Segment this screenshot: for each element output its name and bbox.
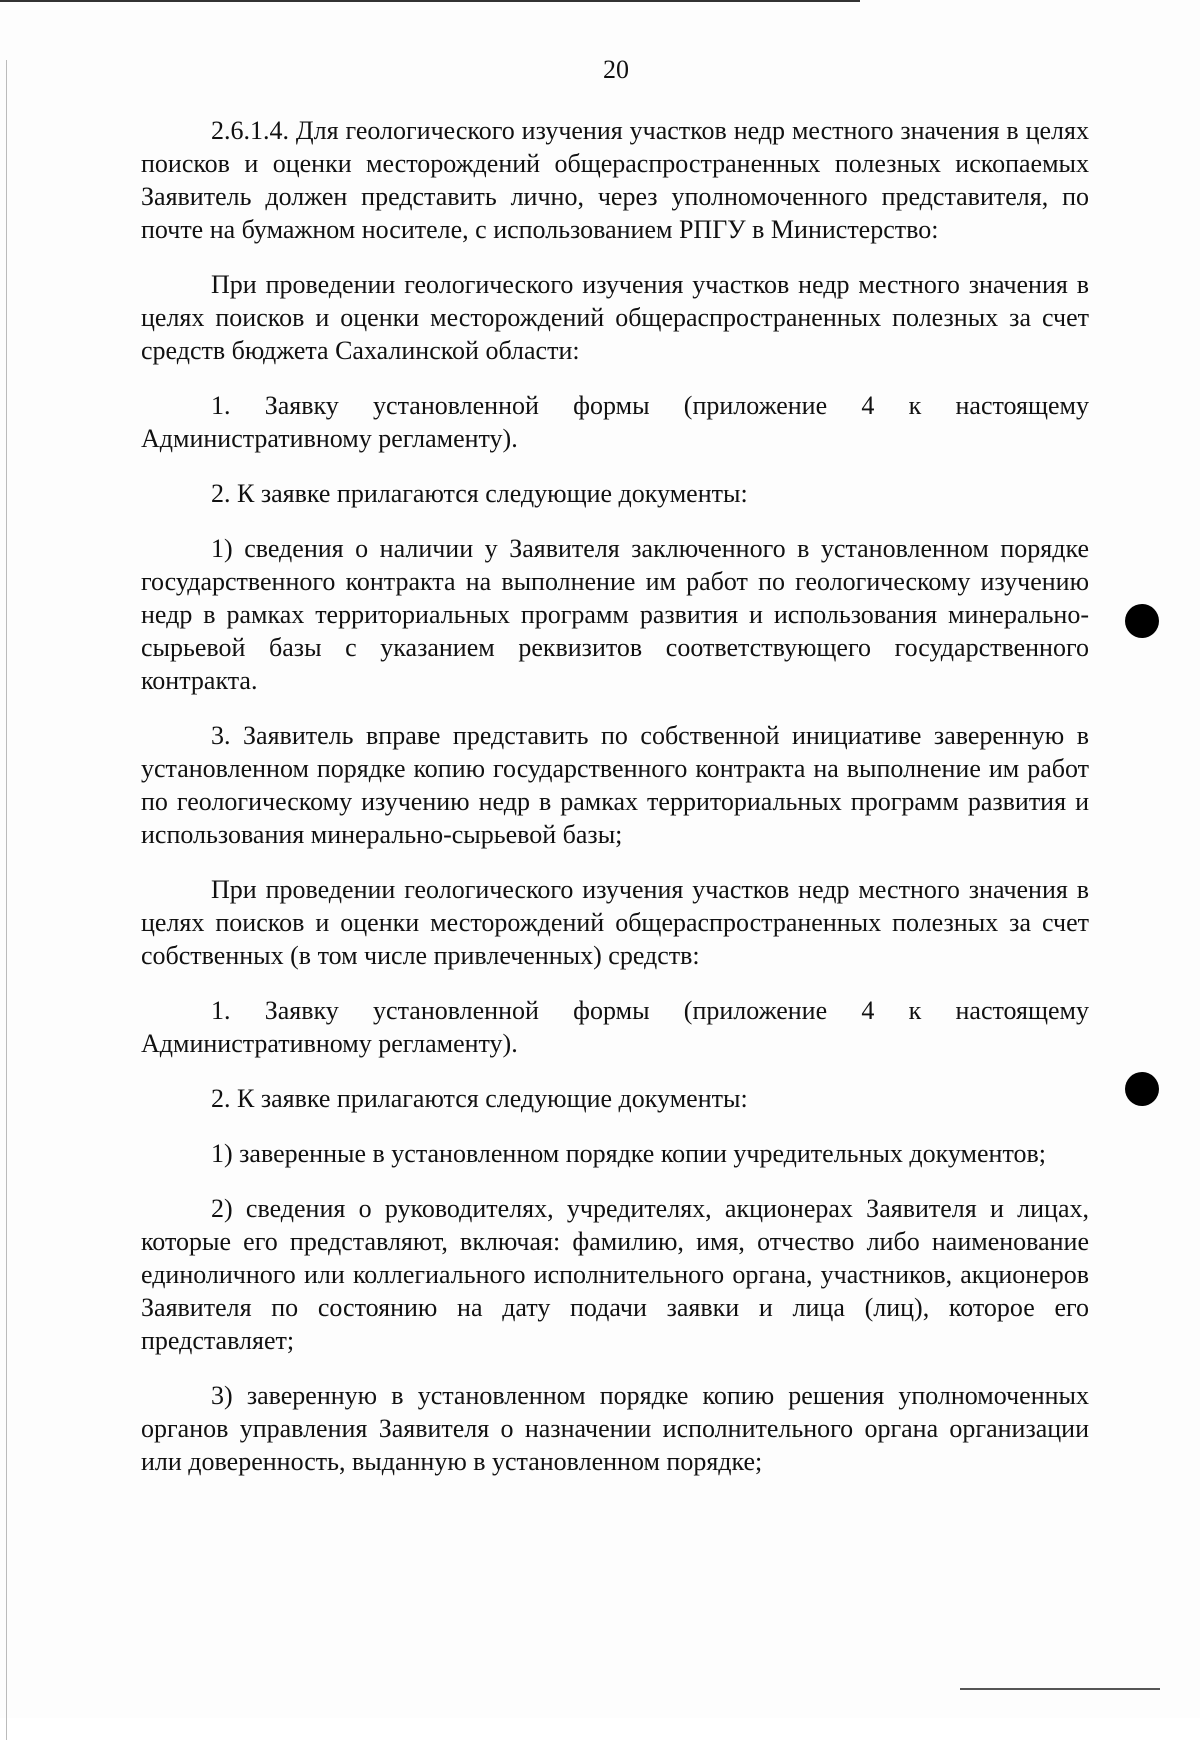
paragraph-budget-funded-intro: При проведении геологического изучения участков недр местного значения в целях поисков и оценки месторождений общераспространенных полезных за счет средств бюджета Сахалинской области:: [141, 270, 1089, 365]
paragraph-2-6-1-4: 2.6.1.4. Для геологического изучения участков недр местного значения в целях поисков и оценки месторождений общераспространенных полезных ископаемых Заявитель должен представить лично, через уполномоченного представителя, по почте на бумажном носителе, с использованием РПГУ в Министерство:: [141, 116, 1089, 244]
paragraph-item-1-application: 1. Заявку установленной формы (приложение 4 к настоящему Административному регламенту).: [141, 391, 1089, 453]
punch-hole-mark: [1125, 604, 1159, 638]
document-body: [141, 114, 1089, 1500]
top-border-line: [0, 0, 860, 2]
paragraph-subitem-2-founders-info: 2) сведения о руководителях, учредителях, акционерах Заявителя и лицах, которые его представляют, включая: фамилию, имя, отчество либо наименование единоличного или коллегиального исполнительного органа, участников, акционеров Заявителя по состоянию на дату подачи заявки и лица (лиц), которое его представляет;: [141, 1194, 1089, 1355]
paragraph-subitem-1-contract-info: 1) сведения о наличии у Заявителя заключенного в установленном порядке государственного контракта на выполнение им работ по геологическому изучению недр в рамках территориальных программ развития и использования минерально-сырьевой базы с указанием реквизитов соответствующего государственного контракта.: [141, 534, 1089, 695]
paragraph-item-2-attached-documents-own: 2. К заявке прилагаются следующие документы:: [211, 1084, 748, 1113]
paragraph-subitem-1-founding-documents: 1) заверенные в установленном порядке копии учредительных документов;: [211, 1139, 1046, 1168]
bottom-border-line: [960, 1688, 1160, 1690]
paragraph-subitem-3-authority-decision: 3) заверенную в установленном порядке копию решения уполномоченных органов управления Заявителя о назначении исполнительного органа организации или доверенность, выданную в установленном порядке;: [141, 1381, 1089, 1476]
paragraph-item-2-attached-documents: 2. К заявке прилагаются следующие документы:: [211, 479, 748, 508]
paragraph-item-3-contract-copy: 3. Заявитель вправе представить по собственной инициативе заверенную в установленном порядке копию государственного контракта на выполнение им работ по геологическому изучению недр в рамках территориальных программ развития и использования минерально-сырьевой базы;: [141, 721, 1089, 849]
paragraph-own-funds-intro: При проведении геологического изучения участков недр местного значения в целях поисков и оценки месторождений общераспространенных полезных за счет собственных (в том числе привлеченных) средств:: [141, 875, 1089, 970]
left-border-line: [6, 60, 7, 1740]
page-number: 20: [603, 55, 629, 84]
paragraph-item-1-application-own: 1. Заявку установленной формы (приложение 4 к настоящему Административному регламенту).: [141, 996, 1089, 1058]
punch-hole-mark: [1125, 1072, 1159, 1106]
